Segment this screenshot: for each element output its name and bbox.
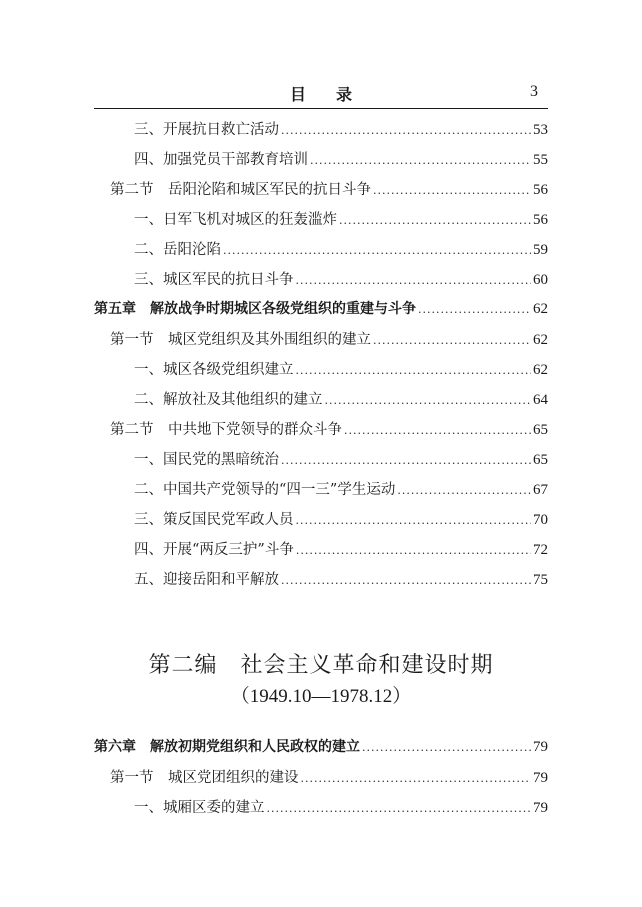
toc-entry-label: 五、迎接岳阳和平解放 — [134, 572, 279, 588]
toc-entry[interactable] — [94, 178, 548, 208]
toc-entry[interactable] — [94, 448, 548, 478]
toc-leader-dots — [301, 772, 532, 785]
toc-entry-page: 70 — [533, 512, 548, 528]
toc-entry-label: 二、解放社及其他组织的建立 — [134, 392, 323, 408]
toc-entry[interactable] — [94, 766, 548, 796]
toc-leader-dots — [418, 303, 531, 316]
toc-entry[interactable] — [94, 418, 548, 448]
toc-entry-page: 55 — [533, 152, 548, 168]
toc-entry-page: 62 — [533, 332, 548, 348]
toc-entry[interactable] — [94, 358, 548, 388]
toc-entry-label: 二、中国共产党领导的“四一三”学生运动 — [134, 482, 396, 498]
toc-entry[interactable] — [94, 118, 548, 148]
toc-entry-label: 一、日军飞机对城区的狂轰滥炸 — [134, 212, 337, 228]
toc-entry-page: 62 — [533, 362, 548, 378]
toc-entry-page: 56 — [533, 182, 548, 198]
toc-entry[interactable] — [94, 538, 548, 568]
toc-entry-page: 62 — [533, 301, 548, 317]
toc-entry[interactable] — [94, 268, 548, 298]
toc-leader-dots — [296, 544, 531, 557]
toc-entry-label: 一、国民党的黑暗统治 — [134, 452, 279, 468]
toc-entry-label: 三、开展抗日救亡活动 — [134, 122, 279, 138]
toc-entry-label: 第二节 岳阳沦陷和城区军民的抗日斗争 — [110, 182, 371, 198]
toc-entry[interactable] — [94, 238, 548, 268]
toc-leader-dots — [310, 154, 531, 167]
toc-leader-dots — [281, 454, 531, 467]
toc-leader-dots — [373, 334, 531, 347]
toc-list-top — [94, 118, 548, 598]
toc-entry-page: 72 — [533, 542, 548, 558]
toc-entry[interactable] — [94, 796, 548, 826]
toc-entry-page: 67 — [533, 482, 548, 498]
toc-entry-label: 四、加强党员干部教育培训 — [134, 152, 308, 168]
part-period: （1949.10—1978.12） — [230, 686, 412, 707]
toc-entry[interactable] — [94, 388, 548, 418]
toc-entry-label: 第一节 城区党团组织的建设 — [110, 770, 299, 786]
toc-entry[interactable] — [94, 208, 548, 238]
toc-entry-page: 75 — [533, 572, 548, 588]
toc-entry[interactable] — [94, 298, 548, 328]
toc-leader-dots — [325, 394, 532, 407]
toc-entry-page: 65 — [533, 422, 548, 438]
toc-entry-page: 64 — [533, 392, 548, 408]
page-number: 3 — [530, 83, 538, 100]
toc-entry-label: 第二节 中共地下党领导的群众斗争 — [110, 422, 342, 438]
toc-leader-dots — [397, 484, 531, 497]
toc-leader-dots — [344, 424, 531, 437]
toc-entry[interactable] — [94, 508, 548, 538]
toc-entry[interactable] — [94, 328, 548, 358]
toc-entry-page: 79 — [533, 770, 548, 786]
toc-entry[interactable] — [94, 478, 548, 508]
toc-entry-page: 65 — [533, 452, 548, 468]
toc-leader-dots — [296, 364, 532, 377]
toc-entry-page: 53 — [533, 122, 548, 138]
toc-entry-label: 三、策反国民党军政人员 — [134, 512, 294, 528]
toc-leader-dots — [373, 184, 531, 197]
toc-leader-dots — [362, 741, 531, 754]
part-title: 第二编 社会主义革命和建设时期 — [148, 653, 494, 678]
running-header — [94, 80, 548, 109]
toc-entry-label: 二、岳阳沦陷 — [134, 242, 221, 258]
toc-leader-dots — [267, 802, 532, 815]
toc-entry-label: 一、城区各级党组织建立 — [134, 362, 294, 378]
toc-leader-dots — [339, 214, 531, 227]
toc-entry-label: 一、城厢区委的建立 — [134, 800, 265, 816]
toc-entry[interactable] — [94, 736, 548, 766]
toc-entry-label: 第五章 解放战争时期城区各级党组织的重建与斗争 — [94, 301, 416, 317]
toc-leader-dots — [223, 244, 531, 257]
toc-leader-dots — [281, 574, 531, 587]
toc-entry-page: 59 — [533, 242, 548, 258]
toc-leader-dots — [296, 514, 532, 527]
toc-leader-dots — [296, 274, 532, 287]
toc-entry-page: 79 — [533, 739, 548, 755]
toc-entry-label: 三、城区军民的抗日斗争 — [134, 272, 294, 288]
toc-entry-label: 第六章 解放初期党组织和人民政权的建立 — [94, 739, 360, 755]
header-title: 目录 — [289, 85, 382, 104]
toc-list-bottom — [94, 736, 548, 826]
toc-entry-page: 56 — [533, 212, 548, 228]
toc-leader-dots — [281, 124, 531, 137]
toc-entry-label: 第一节 城区党组织及其外围组织的建立 — [110, 332, 371, 348]
toc-entry-label: 四、开展“两反三护”斗争 — [134, 542, 294, 558]
toc-entry[interactable] — [94, 568, 548, 598]
toc-entry[interactable] — [94, 148, 548, 178]
toc-entry-page: 60 — [533, 272, 548, 288]
toc-entry-page: 79 — [533, 800, 548, 816]
